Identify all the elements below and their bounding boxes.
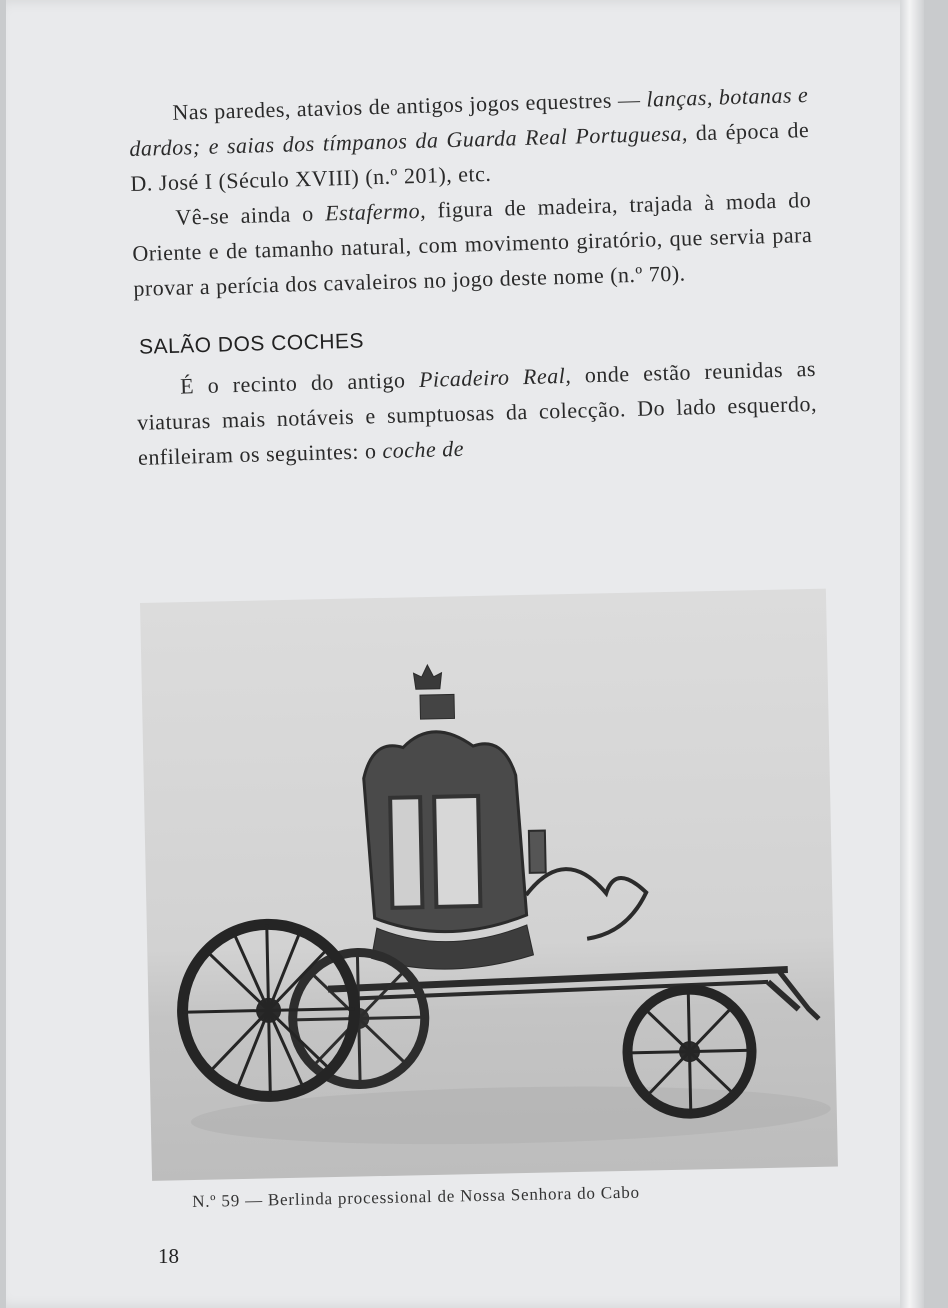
p2-text-b: figura de madeira, trajada à moda do Oriente e de tamanho natural, com movimento giratório, que servia para provar a perícia dos cavaleiros no jogo deste nome (n.º 70). xyxy=(132,186,813,301)
front-wheel xyxy=(626,988,753,1115)
text-block xyxy=(128,77,818,475)
carriage-photo xyxy=(140,589,838,1181)
paragraph-1 xyxy=(128,77,811,201)
page-number: 18 xyxy=(158,1244,179,1268)
p3-text-b: onde estão reunidas as viaturas mais notáveis e sumptuosas da colecção. Do lado esquerdo, enfileiram os seguintes: o xyxy=(136,355,818,470)
p2-text-a: Vê-se ainda o xyxy=(175,200,326,230)
p1-text-b: da época de D. José I (Século XVIII) (n.º 201), etc. xyxy=(130,116,810,196)
carriage-illustration xyxy=(140,589,838,1181)
rear-wheel-front xyxy=(181,923,357,1099)
carriage-body xyxy=(321,657,818,1029)
section-heading: SALÃO DOS COCHES xyxy=(138,329,365,359)
p2-italic-a: Estafermo, xyxy=(324,197,427,226)
paragraph-3 xyxy=(136,351,819,475)
p3-italic-a: Picadeiro Real, xyxy=(418,362,572,392)
p1-italic-a: lanças, botanas e dardos; e saias dos tímpanos da Guarda Real Portuguesa, xyxy=(129,82,809,161)
figure xyxy=(140,589,838,1181)
page-edge xyxy=(900,0,924,1308)
paragraph-2 xyxy=(131,182,814,306)
p1-text-a: Nas paredes, atavios de antigos jogos equestres — xyxy=(172,86,647,125)
p3-text-a: É o recinto do antigo xyxy=(179,366,420,399)
crown-ornament xyxy=(413,665,441,690)
figure-caption: N.º 59 — Berlinda processional de Nossa Senhora do Cabo xyxy=(192,1182,641,1211)
p3-italic-b: coche de xyxy=(382,435,465,464)
